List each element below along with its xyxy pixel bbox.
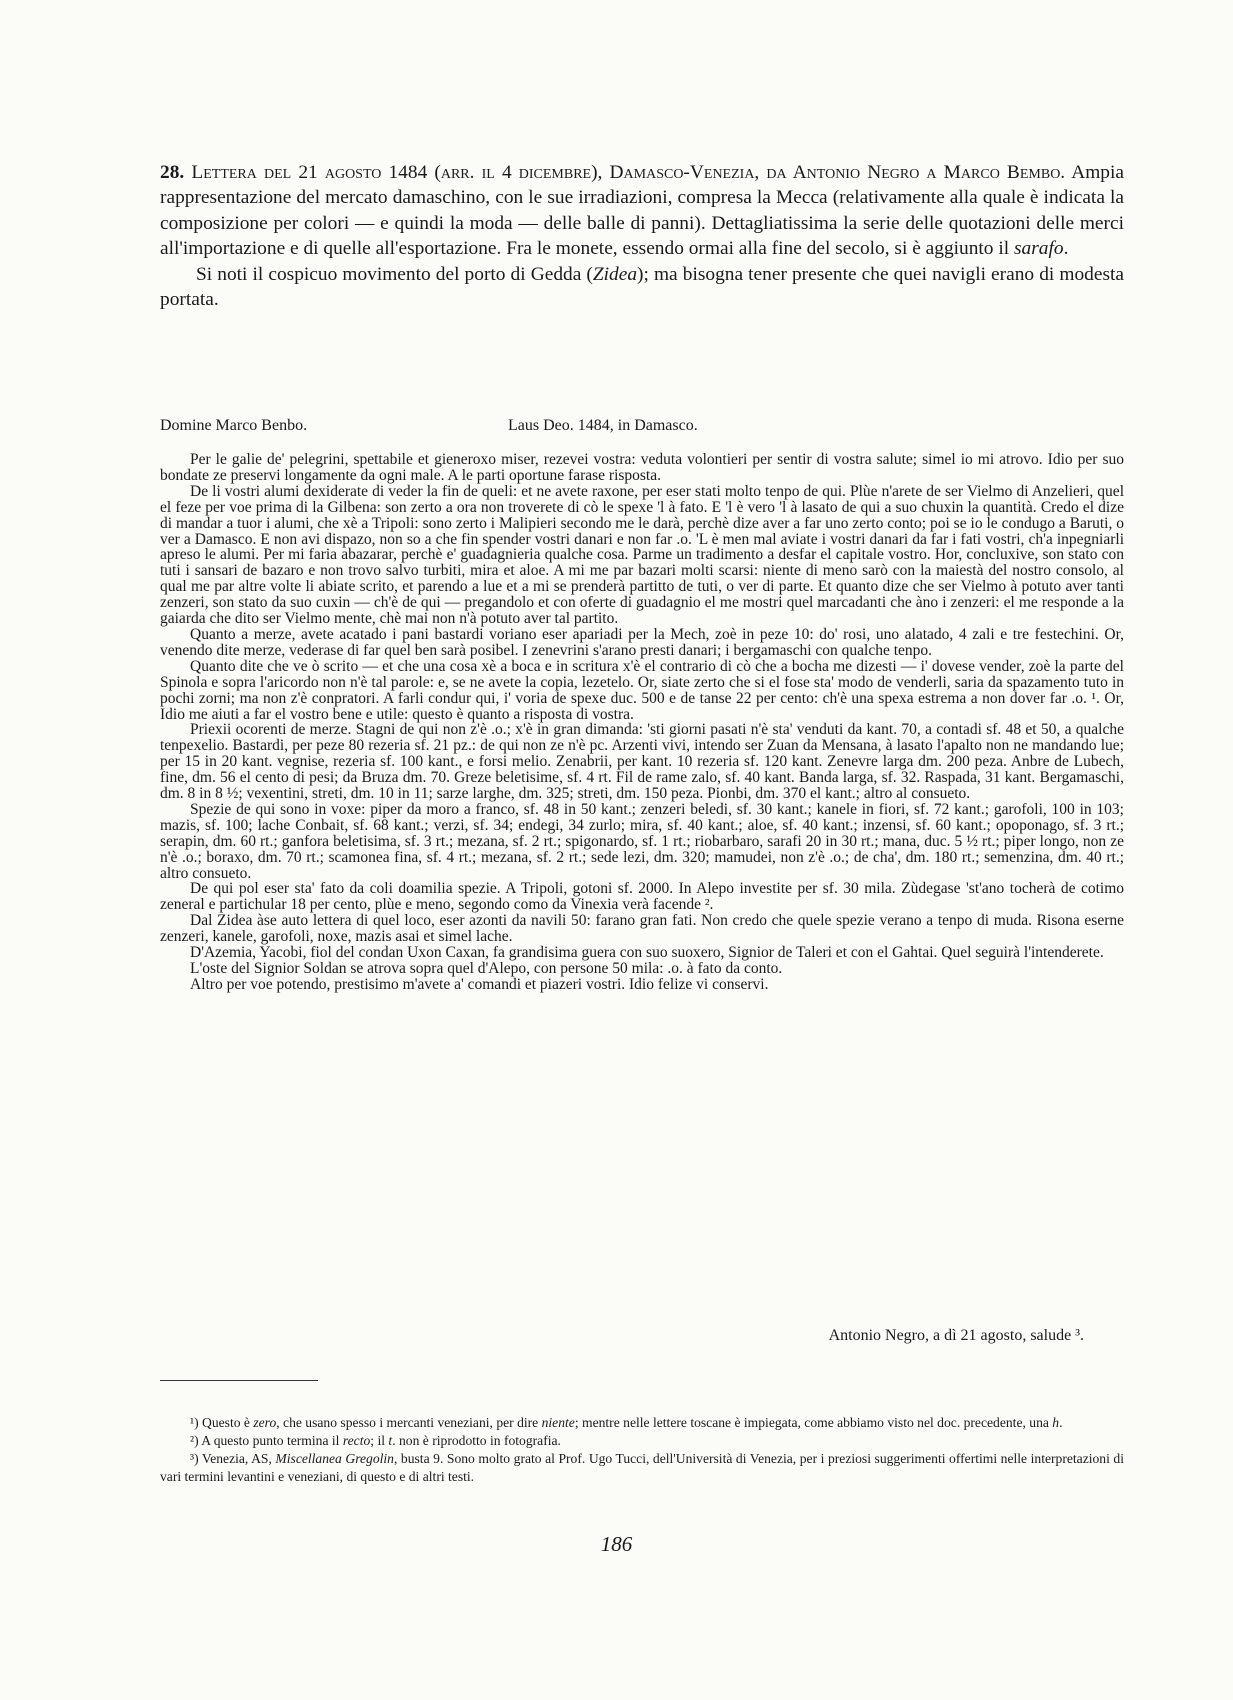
letter-paragraph: Quanto a merze, avete acatado i pani bastardi voriano eser apariadi per la Mech, zoè in peze 10: do' rosi, uno alatado, 4 zali e tre festechini. Or, venendo dite merze, vederase di far quel ben sarà posibel. I zenevrini s'arano presti danari; i bergamaschi con qualche tenpo. xyxy=(160,625,1124,659)
letter-paragraph: Per le galie de' pelegrini, spettabile et gieneroxo miser, rezevei vostra: veduta volontieri per sentir di vostra salute; simel io mi atrovo. Idio per suo bondate ze preservi longamente da ogni male. A le parti oportune farase risposta. xyxy=(160,451,1124,484)
letter-paragraph: De qui pol eser sta' fato da coli doamilia spezie. A Tripoli, gotoni sf. 2000. In Alepo investite per sf. 30 mila. Zùdegase 'st'ano tocherà de cotimo zeneral e partichular 18 per cento, plùe e meno, segondo como da Vinexia verà facende ². xyxy=(160,880,1124,914)
footnote-3: ³) Venezia, AS, Miscellanea Gregolin, busta 9. Sono molto grato al Prof. Ugo Tucci, dell'Università di Venezia, per i preziosi suggerimenti offertimi nelle interpretazioni di vari termini levantini e veneziani, di questo e di altri testi. xyxy=(160,1451,1124,1484)
letter-paragraph: Priexii ocorenti de merze. Stagni de qui non z'è .o.; x'è in gran dimanda: 'sti giorni pasati n'è sta' venduti da kant. 70, a contadi sf. 48 et 50, a qualche tenpexelio. Bastardi, per peze 80 rezeria sf. 21 pz.: de qui non ze n'è pc. Arzenti vivi, intendo ser Zuan da Mensana, à lasato l'apalto non ne mandando lue; per 15 in 20 kant. vegnise, rezeria sf. 100 kant., e forsi melio. Zenabrii, per kant. 10 rezeria sf. 120 kant. Zenevre larga dm. 200 peza. Anbre de Lubech, fine, dm. 56 el cento di pesi; da Bruza dm. 70. Greze beletisime, sf. 4 rt. Fil de rame zalo, sf. 40 kant. Banda larga, sf. 32. Raspada, 31 kant. Bergamaschi, dm. 8 in 8 ½; vexentini, streti, dm. 10 in 11; sarze larghe, dm. 325; streti, dm. 150 peza. Pionbi, dm. 370 el kant.; altro al consueto. xyxy=(160,721,1124,803)
footnote-1: ¹) Questo è zero, che usano spesso i mercanti veneziani, per dire niente; mentre nelle lettere toscane è impiegata, come abbiamo visto nel doc. precedente, una h. xyxy=(190,1415,1063,1430)
letter-paragraph: L'oste del Signior Soldan se atrova sopra quel d'Alepo, con persone 50 mila: .o. à fato da conto. xyxy=(190,960,783,977)
document-heading: Lettera del 21 agosto 1484 (arr. il 4 dicembre), Damasco-Venezia, da Antonio Negro a Marco Bembo. xyxy=(191,162,1066,183)
letter-paragraph: D'Azemia, Yacobi, fiol del condan Uxon Caxan, fa grandisima guera con suo suoxero, Signior de Taleri et con el Gahtai. Quel seguirà l'intenderete. xyxy=(190,944,1104,962)
document-number: 28. xyxy=(160,162,185,183)
footnote-2: ²) A questo punto termina il recto; il t. non è riprodotto in fotografia. xyxy=(190,1433,561,1448)
intro-italic-place: Zidea xyxy=(592,263,638,285)
letter-paragraph: Dal Zidea àse auto lettera di quel loco, eser azonti da navili 50: farano gran fati. Non credo che quele spezie verano a tenpo di muda. Risona eserne zenzeri, kanele, garofoli, noxe, mazis asai et simel lache. xyxy=(160,912,1124,946)
letter-paragraph: Altro per voe potendo, prestisimo m'avete a' comandi et piazeri vostri. Idio felize vi conservi. xyxy=(190,975,769,993)
intro-paragraph-2: Si noti il cospicuo movimento del porto di Gedda (Zidea); ma bisogna tener presente che quei navigli erano di modesta portata. xyxy=(160,263,1124,311)
footnote-divider xyxy=(160,1380,318,1381)
intro-paragraph-1: 28. Lettera del 21 agosto 1484 (arr. il 4 dicembre), Damasco-Venezia, da Antonio Negro a Marco Bembo. Ampia rappresentazione del mercato damaschino, con le sue irradiazioni, compresa la Mecca (relativamente alla quale è indicata la composizione per colori — e quindi la moda — delle balle di panni). Dettagliatissima la serie delle quotazioni delle merci all'importazione e di quelle all'esportazione. Fra le monete, essendo ormai alla fine del secolo, si è aggiunto il sarafo. xyxy=(160,162,1124,260)
letter-paragraph: Spezie de qui sono in voxe: piper da moro a franco, sf. 48 in 50 kant.; zenzeri beledi, sf. 30 kant.; kanele in fiori, sf. 72 kant.; garofoli, 100 in 103; mazis, sf. 100; lache Conbait, sf. 68 kant.; verzi, sf. 34; endegi, 34 zurlo; mira, sf. 40 kant.; aloe, sf. 40 kant.; inzensi, sf. 60 kant.; opoponago, sf. 3 rt.; serapin, dm. 60 rt.; ganfora beletisima, sf. 3 rt.; mezana, sf. 2 rt.; spigonardo, sf. 1 rt.; riobarbaro, sarafi 20 in 30 rt.; mana, duc. 5 ½ rt.; piper longo, non ze n'è .o.; boraxo, dm. 70 rt.; scamonea fina, sf. 4 rt.; mezana, sf. 2 rt.; sede lezi, dm. 320; mamudei, non z'è .o.; de cha', dm. 180 rt.; semenzina, dm. 40 rt.; altro consueto. xyxy=(160,800,1124,882)
letter-dateline: Laus Deo. 1484, in Damasco. xyxy=(508,417,698,434)
intro-text: Ampia rappresentazione del mercato damaschino, con le sue irradiazioni, compresa la Mecca (relativamente alla quale è indicata la composizione per colori — e quindi la moda — delle balle di panni). Dettagliatissima la serie delle quotazioni delle merci all'importazione e di quelle all'esportazione. Fra le monete, essendo ormai alla fine del secolo, si è aggiunto il xyxy=(160,162,1124,260)
letter-paragraph: Quanto dite che ve ò scrito — et che una cosa xè a boca e in scritura x'è el contrario di cò che a bocha me dizesti — i' dovese vender, zoè la parte del Spinola e sopra l'aricordo non n'è tal parole: e, se ne avete la copia, lezetelo. Or, siate zerto che si el fose sta' modo de venderli, saria da spazamento tuto in pochi zorni; ma non z'è conpratori. A farli condur qui, i' voria de spexe duc. 500 e de tanse 22 per cento: ch'è una spexa estrema a non dover far .o. ¹. Or, Idio me aiuti a far el vostro bene e utile: questo è quanto a risposta di vostra. xyxy=(160,657,1124,723)
letter-body xyxy=(160,452,1124,993)
page-number: 186 xyxy=(600,1532,633,1556)
letter-signature: Antonio Negro, a dì 21 agosto, salude ³. xyxy=(828,1327,1084,1344)
intro-italic-term: sarafo xyxy=(1013,238,1064,260)
document-introduction xyxy=(160,160,1124,312)
letter-salutation: Domine Marco Benbo. xyxy=(160,417,308,434)
letter-paragraph: De li vostri alumi dexiderate di veder la fin de queli: et ne avete raxone, per eser stati molto tenpo de qui. Plùe n'arete de ser Vielmo di Anzelieri, quel el feze per voe prima di la Gilbena: son zerto a ora non troverete di cò le spexe 'l à fato. E 'l è vero 'l à lasato de qui a suo chuxin la quantità. Credo el dize di mandar a tuor i alumi, che xè a Tripoli: sono zerto i Malipieri secondo me le darà, perchè dize aver a far uno zerto conto; poi se io le condugo a Baruti, o ver a Damasco. E non avi dispazo, non so a che fin spender vostri danari e non far .o. 'L è men mal aviate i vostri danari da far i fati vostri, ch'a inpegniarli apreso le alumi. Per mi faria abazarar, perchè e' guadagnieria qualche cosa. Parme un tradimento a desfar el capitale vostro. Hor, concluxive, son stato con tuti i sansari de bazaro e non trovo salvo turbiti, mira et aloe. A mi me par bazari molti scarsi: niente di meno sarò con la maiestà del nostro consolo, al qual me par altre volte li abiate scrito, et parendo a lue et a mi se prenderà partitto de tuti, o ver di parte. Et quanto dize che ser Vielmo à potuto aver tanti zenzeri, son stato da suo cuxin — ch'è de qui — pregandolo et con oferte di guadagnio el me mostri quel marcadanti che àno i zenzeri: el me responde a la gaiarda che dito ser Vielmo mente, chè mai non n'à potuto aver tal partito. xyxy=(160,482,1124,628)
footnotes xyxy=(160,1414,1124,1486)
